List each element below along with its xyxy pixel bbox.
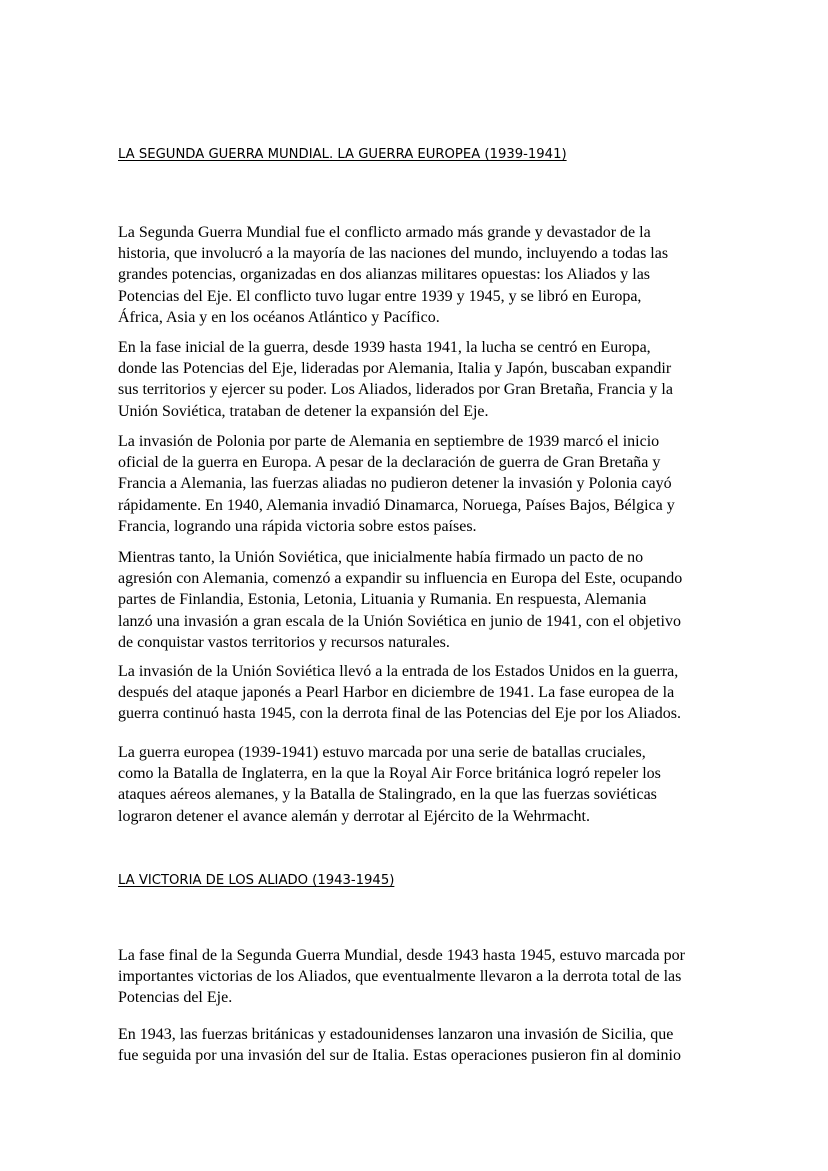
text-line: Mientras tanto, la Unión Soviética, que inicialmente había firmado un pacto de no (118, 549, 644, 566)
paragraph (118, 547, 718, 653)
text-line: La invasión de Polonia por parte de Alemania en septiembre de 1939 marcó el inicio (118, 433, 660, 450)
text-line: sus territorios y ejercer su poder. Los Aliados, liderados por Gran Bretaña, Francia y la (118, 381, 673, 399)
text-line: La fase final de la Segunda Guerra Mundial, desde 1943 hasta 1945, estuvo marcada por (118, 947, 685, 964)
text-line: partes de Finlandia, Estonia, Letonia, Lituania y Rumania. En respuesta, Alemania (118, 591, 647, 609)
text-line: En 1943, las fuerzas británicas y estadounidenses lanzaron una invasión de Sicilia, que (118, 1026, 674, 1043)
text-line: Francia, logrando una rápida victoria sobre estos países. (118, 517, 477, 535)
text-line: oficial de la guerra en Europa. A pesar de la declaración de guerra de Gran Bretaña y (118, 454, 661, 472)
text-line: grandes potencias, organizadas en dos alianzas militares opuestas: los Aliados y las (118, 266, 651, 284)
text-line: Potencias del Eje. (118, 989, 233, 1007)
section-heading-victoria-aliados: LA VICTORIA DE LOS ALIADO (1943-1945) (118, 873, 395, 888)
text-line: agresión con Alemania, comenzó a expandir su influencia en Europa del Este, ocupando (118, 570, 683, 588)
text-line: después del ataque japonés a Pearl Harbor en diciembre de 1941. La fase europea de la (118, 684, 675, 702)
text-line: África, Asia y en los océanos Atlántico y Pacífico. (118, 308, 440, 326)
paragraph (118, 742, 718, 827)
text-line: La invasión de la Unión Soviética llevó a la entrada de los Estados Unidos en la guerra, (118, 663, 679, 680)
text-line: donde las Potencias del Eje, lideradas por Alemania, Italia y Japón, buscaban expandir (118, 360, 672, 378)
paragraph (118, 431, 718, 537)
text-line: lanzó una invasión a gran escala de la Unión Soviética en junio de 1941, con el objetivo (118, 612, 681, 630)
text-line: Francia a Alemania, las fuerzas aliadas no pudieron detener la invasión y Polonia cayó (118, 475, 672, 493)
paragraph (118, 1024, 718, 1066)
paragraph (118, 661, 718, 725)
text-line: historia, que involucró a la mayoría de las naciones del mundo, incluyendo a todas las (118, 245, 669, 263)
text-line: rápidamente. En 1940, Alemania invadió Dinamarca, Noruega, Países Bajos, Bélgica y (118, 496, 675, 514)
text-line: Unión Soviética, trataban de detener la expansión del Eje. (118, 402, 489, 420)
paragraph (118, 945, 718, 1009)
text-line: La Segunda Guerra Mundial fue el conflicto armado más grande y devastador de la (118, 224, 651, 241)
text-line: Potencias del Eje. El conflicto tuvo lugar entre 1939 y 1945, y se libró en Europa, (118, 287, 642, 305)
text-line: importantes victorias de los Aliados, que eventualmente llevaron a la derrota total de las (118, 968, 682, 986)
text-line: como la Batalla de Inglaterra, en la que la Royal Air Force británica logró repeler los (118, 765, 661, 783)
text-line: La guerra europea (1939-1941) estuvo marcada por una serie de batallas cruciales, (118, 744, 646, 761)
text-line: guerra continuó hasta 1945, con la derrota final de las Potencias del Eje por los Aliados. (118, 705, 681, 723)
text-line: lograron detener el avance alemán y derrotar al Ejército de la Wehrmacht. (118, 807, 590, 825)
text-line: ataques aéreos alemanes, y la Batalla de Stalingrado, en la que las fuerzas soviéticas (118, 786, 657, 804)
paragraph (118, 222, 718, 328)
section-heading-guerra-europea: LA SEGUNDA GUERRA MUNDIAL. LA GUERRA EUROPEA (1939-1941) (118, 147, 567, 162)
text-line: En la fase inicial de la guerra, desde 1939 hasta 1941, la lucha se centró en Europa, (118, 339, 651, 356)
text-line: de conquistar vastos territorios y recursos naturales. (118, 633, 450, 651)
paragraph (118, 337, 718, 422)
text-line: fue seguida por una invasión del sur de Italia. Estas operaciones pusieron fin al dominio (118, 1047, 681, 1065)
